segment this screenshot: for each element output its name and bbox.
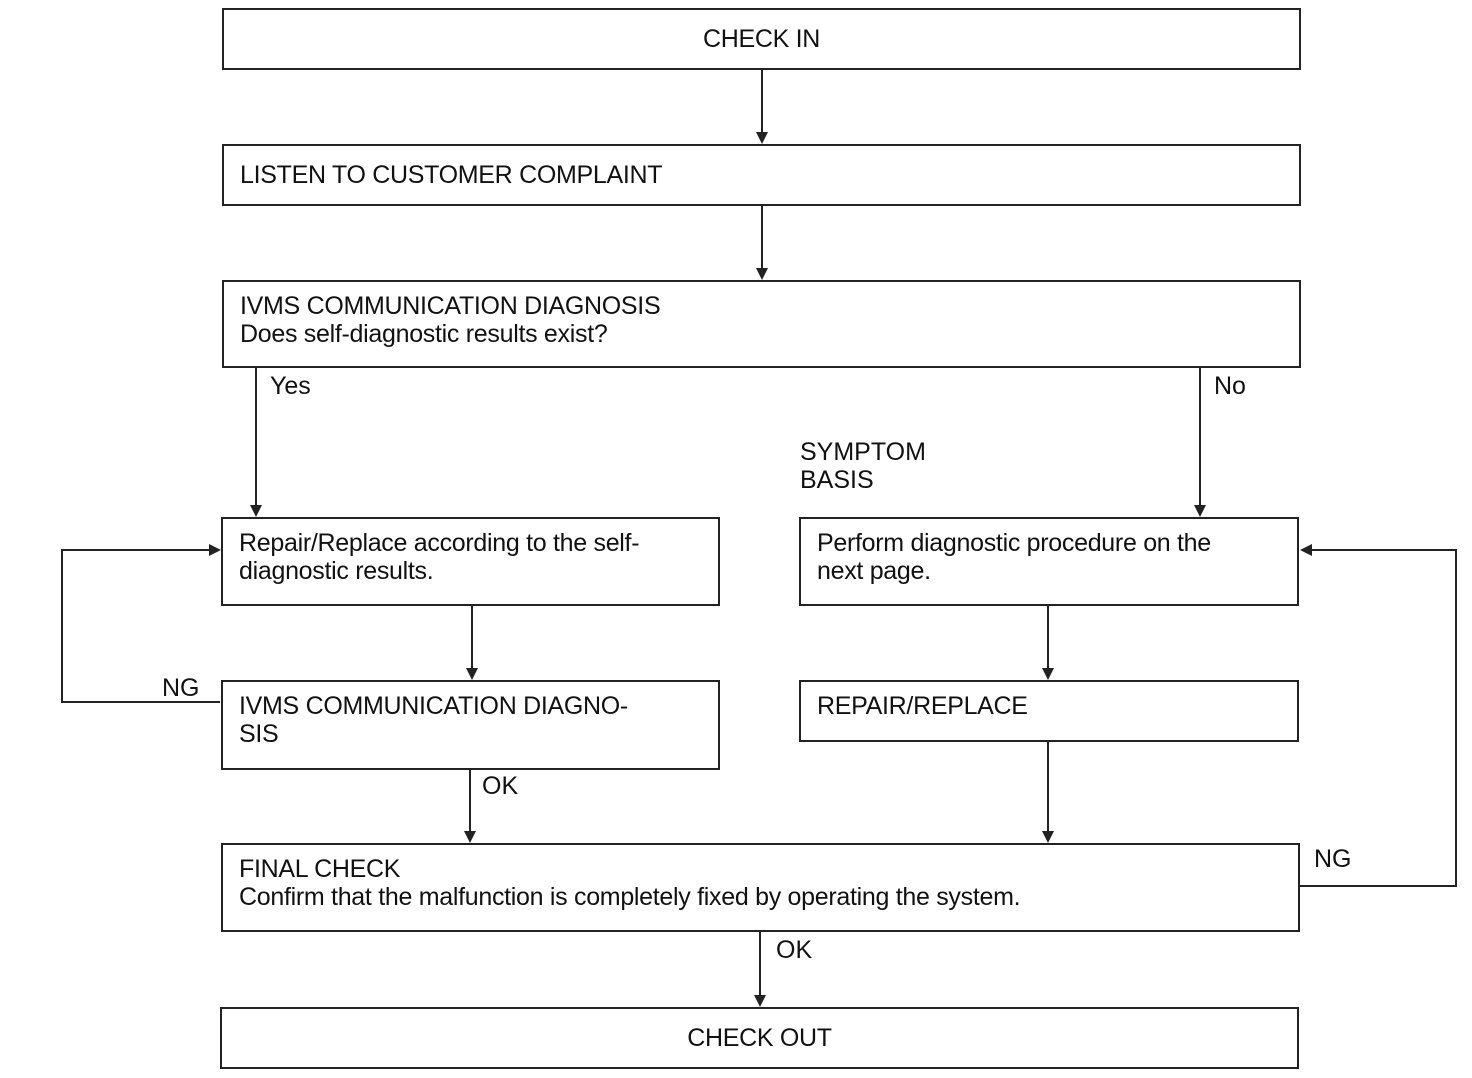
ng-right-label: NG [1314, 845, 1352, 873]
check-out-label: CHECK OUT [687, 1024, 832, 1052]
no-label: No [1214, 372, 1246, 400]
repair-self-line1: Repair/Replace according to the self- [239, 529, 640, 557]
symptom-line1: SYMPTOM [800, 438, 926, 466]
ivms-diagnosis-2-line2: SIS [239, 720, 279, 748]
ivms-diagnosis-title: IVMS COMMUNICATION DIAGNOSIS [240, 292, 661, 320]
check-in-box [222, 8, 1301, 70]
ivms-diagnosis-box [222, 280, 1301, 368]
listen-box [222, 144, 1301, 206]
check-in-label: CHECK IN [702, 25, 821, 53]
loop-ng-right [1300, 550, 1456, 886]
listen-label: LISTEN TO CUSTOMER COMPLAINT [240, 161, 663, 189]
ivms-diagnosis-question: Does self-diagnostic results exist? [240, 320, 608, 348]
final-check-box [221, 843, 1300, 932]
perform-line2: next page. [817, 557, 931, 585]
yes-label: Yes [270, 372, 311, 400]
repair-replace-label: REPAIR/REPLACE [817, 692, 1028, 720]
perform-line1: Perform diagnostic procedure on the [817, 529, 1211, 557]
ivms-diagnosis-2-line1: IVMS COMMUNICATION DIAGNO- [239, 692, 628, 720]
final-check-text: Confirm that the malfunction is completely fixed by operating the system. [239, 883, 1021, 911]
symptom-line2: BASIS [800, 466, 874, 494]
ivms-diagnosis-2-box [221, 680, 720, 770]
ok-bottom-label: OK [776, 936, 813, 964]
repair-replace-box [799, 680, 1299, 742]
symptom-basis-label [800, 438, 926, 494]
final-check-title: FINAL CHECK [239, 855, 401, 883]
ok-left-label: OK [482, 772, 519, 800]
repair-self-diagnostic-box [221, 517, 720, 606]
perform-procedure-box [799, 517, 1299, 606]
check-out-box [220, 1007, 1299, 1069]
ng-left-label: NG [162, 674, 200, 702]
repair-self-line2: diagnostic results. [239, 557, 434, 585]
